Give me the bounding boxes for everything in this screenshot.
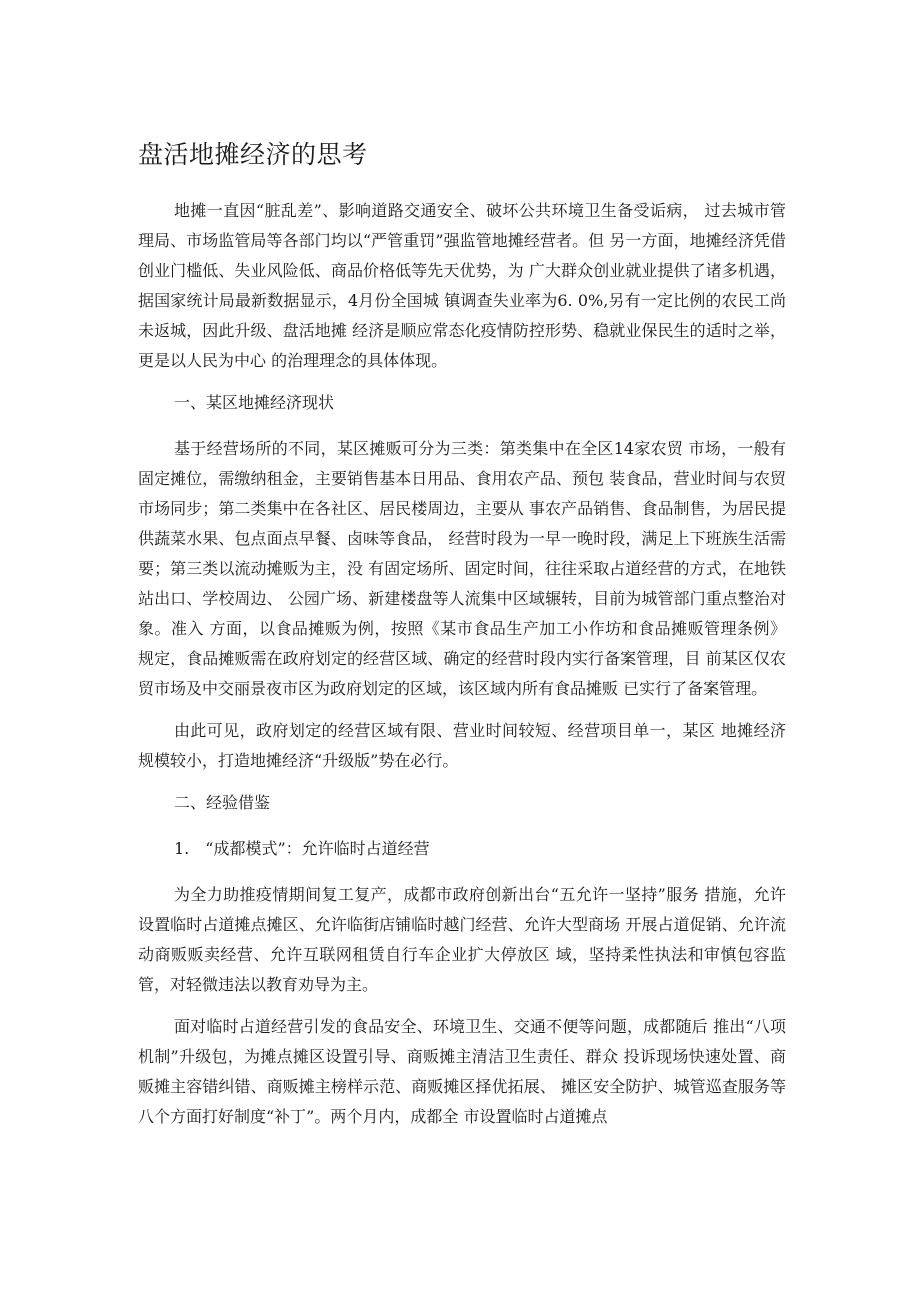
section-heading-experience: 二、经验借鉴 — [174, 793, 271, 812]
subsection-heading-chengdu-model: 1. “成都模式”：允许临时占道经营 — [174, 839, 430, 858]
paragraph-conclusion: 由此可见，政府划定的经营区域有限、营业时间较短、经营项目单一，某区 地摊经济规模较小，打造地摊经济“升级版”势在必行。 — [138, 721, 786, 770]
paragraph-chengdu-measures: 为全力助推疫情期间复工复产，成都市政府创新出台“五允许一坚持”服务 措施，允许设置临时占道摊点摊区、允许临街店铺临时越门经营、允许大型商场 开展占道促销、允许流动商贩贩卖经营、允许互联网租赁自行车企业扩大停放区 域，坚持柔性执法和审慎包容监管，对轻微违法以教育劝导为主。 — [138, 885, 786, 994]
page-title: 盘活地摊经济的思考 — [138, 140, 368, 169]
document-body — [138, 196, 786, 1144]
section-heading-current-status: 一、某区地摊经济现状 — [174, 393, 335, 412]
paragraph-chengdu-mechanisms: 面对临时占道经营引发的食品安全、环境卫生、交通不便等问题，成都随后 推出“八项机制”升级包，为摊点摊区设置引导、商贩摊主清洁卫生责任、群众 投诉现场快速处置、商贩摊主容错纠错、商贩摊主榜样示范、商贩摊区择优拓展、 摊区安全防护、城管巡查服务等八个方面打好制度“补丁”。两个月内，成都全 市设置临时占道摊点 — [138, 1017, 786, 1126]
paragraph-vendor-types: 基于经营场所的不同，某区摊贩可分为三类：第类集中在全区14家农贸 市场，一般有固定摊位，需缴纳租金，主要销售基本日用品、食用农产品、预包 装食品，营业时间与农贸市场同步；第二类集中在各社区、居民楼周边，主要从 事农产品销售、食品制售，为居民提供蔬菜水果、包点面点早餐、卤味等食品， 经营时段为一早一晚时段，满足上下班族生活需要；第三类以流动摊贩为主，没 有固定场所、固定时间，往往采取占道经营的方式，在地铁站出口、学校周边、 公园广场、新建楼盘等人流集中区域辗转，目前为城管部门重点整治对象。准入 方面，以食品摊贩为例，按照《某市食品生产加工小作坊和食品摊贩管理条例》 规定，食品摊贩需在政府划定的经营区域、确定的经营时段内实行备案管理，目 前某区仅农贸市场及中交丽景夜市区为政府划定的区域，该区域内所有食品摊贩 已实行了备案管理。 — [138, 439, 786, 698]
paragraph-intro: 地摊一直因“脏乱差”、影响道路交通安全、破坏公共环境卫生备受诟病， 过去城市管理局、市场监管局等各部门均以“严管重罚”强监管地摊经营者。但 另一方面，地摊经济凭借创业门槛低、失业风险低、商品价格低等先天优势，为 广大群众创业就业提供了诸多机遇，据国家统计局最新数据显示，4月份全国城 镇调查失业率为6. 0%,另有一定比例的农民工尚未返城，因此升级、盘活地摊 经济是顺应常态化疫情防控形势、稳就业保民生的适时之举，更是以人民为中心 的治理理念的具体体现。 — [138, 201, 786, 370]
